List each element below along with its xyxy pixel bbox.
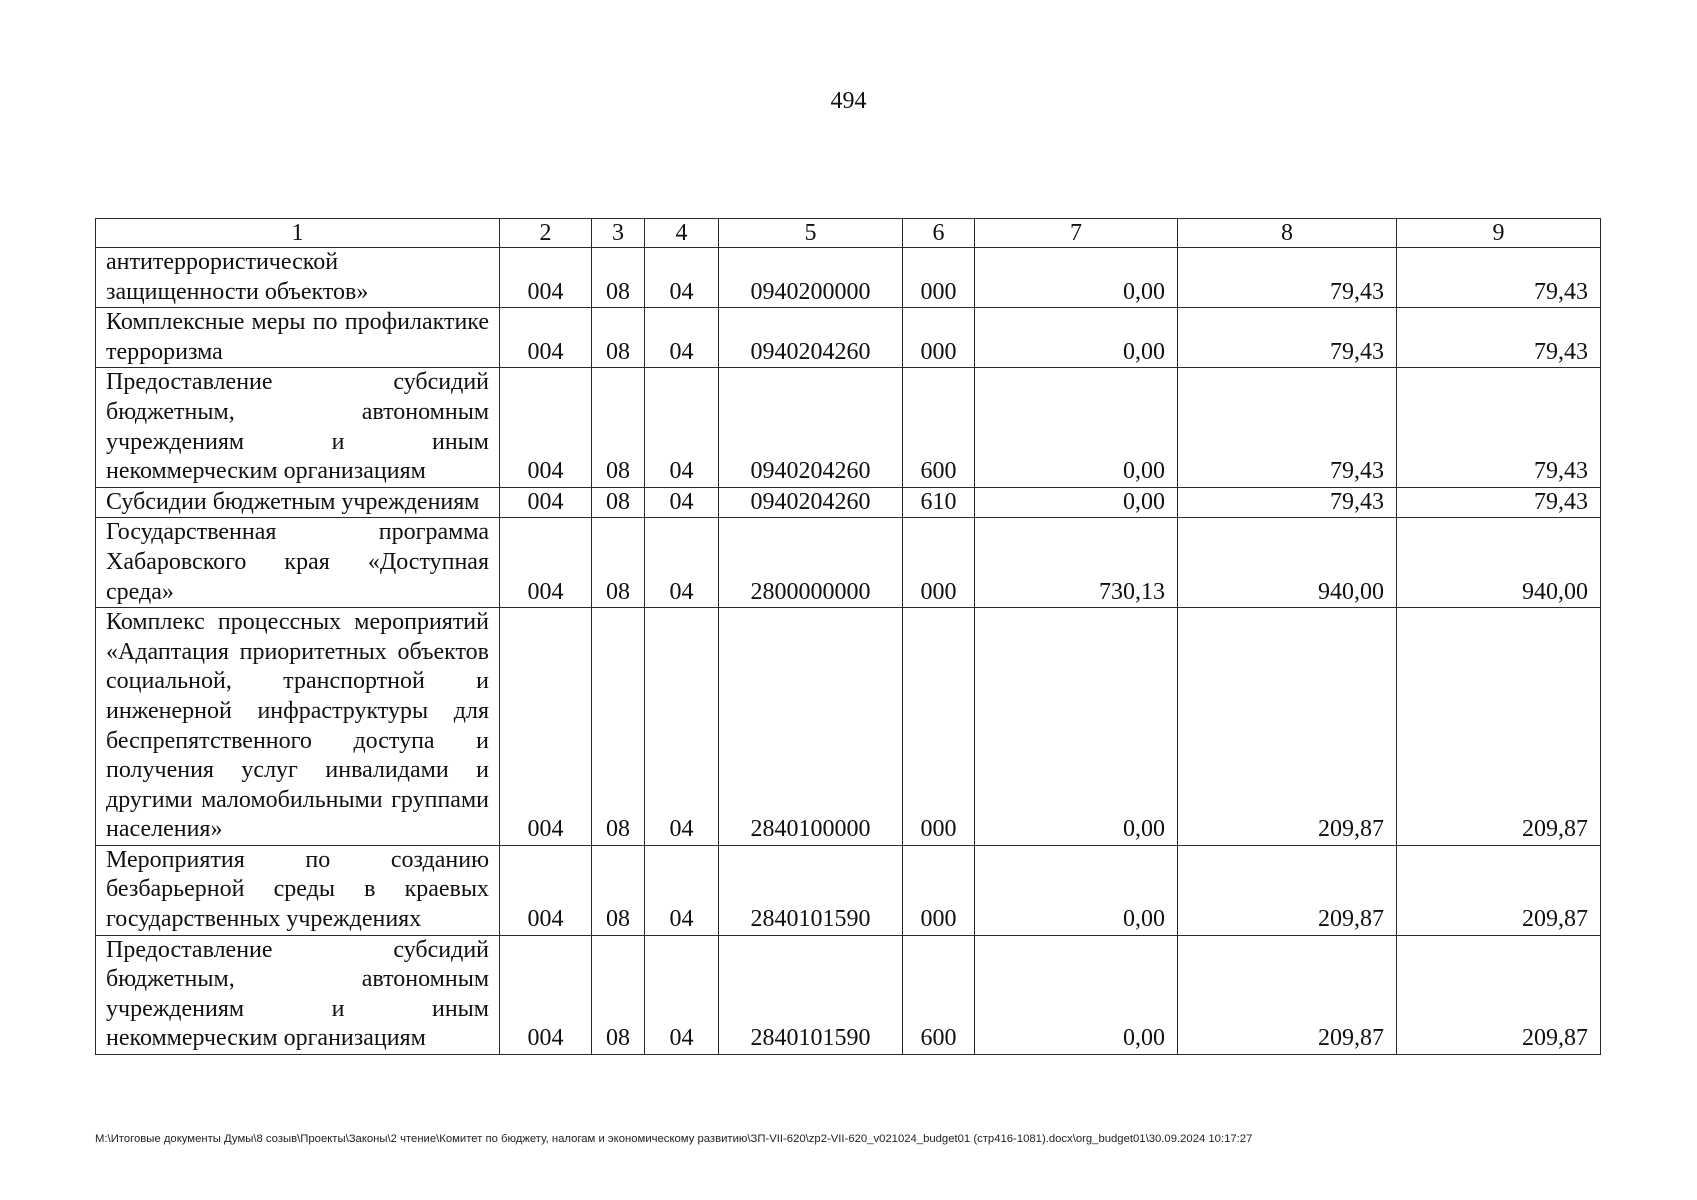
item-name: Предоставление субсидий бюджетным, автономным учреждениям и иным некоммерческим организациям (96, 935, 500, 1054)
ministry-code: 004 (500, 248, 592, 308)
table-row (96, 608, 1601, 846)
ministry-code: 004 (500, 845, 592, 935)
subsection-code: 04 (645, 518, 719, 608)
section-code: 08 (592, 935, 645, 1054)
expense-type-code: 610 (903, 487, 975, 518)
ministry-code: 004 (500, 368, 592, 487)
ministry-code: 004 (500, 608, 592, 846)
table-row (96, 935, 1601, 1054)
document-path-footer: M:\Итоговые документы Думы\8 созыв\Проекты\Законы\2 чтение\Комитет по бюджету, налогам и экономическому развитию\ЗП-VII-620\zp2-VII-620_v021024_budget01 (стр416-1081).docx\org_budget01\30.09.2024 10:17:27 (95, 1133, 1253, 1145)
amount-col8: 209,87 (1178, 935, 1397, 1054)
expense-type-code: 000 (903, 518, 975, 608)
section-code: 08 (592, 368, 645, 487)
expense-type-code: 600 (903, 368, 975, 487)
ministry-code: 004 (500, 518, 592, 608)
expense-type-code: 000 (903, 308, 975, 368)
item-name: Комплексные меры по профилактике терроризма (96, 308, 500, 368)
subsection-code: 04 (645, 487, 719, 518)
expense-type-code: 600 (903, 935, 975, 1054)
amount-col9: 79,43 (1397, 248, 1601, 308)
table-row (96, 308, 1601, 368)
amount-col7: 0,00 (975, 308, 1178, 368)
subsection-code: 04 (645, 248, 719, 308)
expense-type-code: 000 (903, 845, 975, 935)
amount-col8: 940,00 (1178, 518, 1397, 608)
item-name: Государственная программа Хабаровского края «Доступная среда» (96, 518, 500, 608)
table-row (96, 487, 1601, 518)
section-code: 08 (592, 248, 645, 308)
target-article-code: 2840101590 (719, 845, 903, 935)
amount-col7: 0,00 (975, 845, 1178, 935)
section-code: 08 (592, 487, 645, 518)
amount-col9: 79,43 (1397, 308, 1601, 368)
column-number: 9 (1397, 219, 1601, 248)
column-number: 6 (903, 219, 975, 248)
column-number-row (96, 219, 1601, 248)
amount-col9: 79,43 (1397, 368, 1601, 487)
amount-col8: 209,87 (1178, 845, 1397, 935)
column-number: 3 (592, 219, 645, 248)
amount-col9: 209,87 (1397, 935, 1601, 1054)
target-article-code: 0940204260 (719, 308, 903, 368)
subsection-code: 04 (645, 308, 719, 368)
table-row (96, 518, 1601, 608)
subsection-code: 04 (645, 845, 719, 935)
amount-col8: 79,43 (1178, 248, 1397, 308)
section-code: 08 (592, 518, 645, 608)
item-name: Мероприятия по созданию безбарьерной среды в краевых государственных учреждениях (96, 845, 500, 935)
page-number: 494 (830, 88, 867, 114)
table-row (96, 368, 1601, 487)
column-number: 7 (975, 219, 1178, 248)
amount-col9: 79,43 (1397, 487, 1601, 518)
section-code: 08 (592, 308, 645, 368)
ministry-code: 004 (500, 308, 592, 368)
column-number: 8 (1178, 219, 1397, 248)
expense-type-code: 000 (903, 608, 975, 846)
subsection-code: 04 (645, 608, 719, 846)
amount-col7: 0,00 (975, 935, 1178, 1054)
column-number: 1 (96, 219, 500, 248)
ministry-code: 004 (500, 935, 592, 1054)
ministry-code: 004 (500, 487, 592, 518)
amount-col8: 79,43 (1178, 308, 1397, 368)
column-number: 4 (645, 219, 719, 248)
target-article-code: 2800000000 (719, 518, 903, 608)
amount-col8: 209,87 (1178, 608, 1397, 846)
amount-col9: 940,00 (1397, 518, 1601, 608)
target-article-code: 0940204260 (719, 368, 903, 487)
budget-table (95, 218, 1601, 1055)
table-row (96, 845, 1601, 935)
amount-col8: 79,43 (1178, 487, 1397, 518)
amount-col7: 0,00 (975, 368, 1178, 487)
target-article-code: 0940200000 (719, 248, 903, 308)
subsection-code: 04 (645, 368, 719, 487)
subsection-code: 04 (645, 935, 719, 1054)
target-article-code: 0940204260 (719, 487, 903, 518)
expense-type-code: 000 (903, 248, 975, 308)
target-article-code: 2840101590 (719, 935, 903, 1054)
amount-col9: 209,87 (1397, 608, 1601, 846)
amount-col7: 0,00 (975, 608, 1178, 846)
item-name: Комплекс процессных мероприятий «Адаптация приоритетных объектов социальной, транспортной и инженерной инфраструктуры для беспрепятственного доступа и получения услуг инвалидами и другими маломобильными группами населения» (96, 608, 500, 846)
table-row (96, 248, 1601, 308)
section-code: 08 (592, 845, 645, 935)
item-name: Предоставление субсидий бюджетным, автономным учреждениям и иным некоммерческим организациям (96, 368, 500, 487)
amount-col9: 209,87 (1397, 845, 1601, 935)
item-name: антитеррористической защищенности объектов» (96, 248, 500, 308)
amount-col7: 730,13 (975, 518, 1178, 608)
target-article-code: 2840100000 (719, 608, 903, 846)
amount-col8: 79,43 (1178, 368, 1397, 487)
amount-col7: 0,00 (975, 248, 1178, 308)
column-number: 2 (500, 219, 592, 248)
column-number: 5 (719, 219, 903, 248)
item-name: Субсидии бюджетным учреждениям (96, 487, 500, 518)
amount-col7: 0,00 (975, 487, 1178, 518)
section-code: 08 (592, 608, 645, 846)
